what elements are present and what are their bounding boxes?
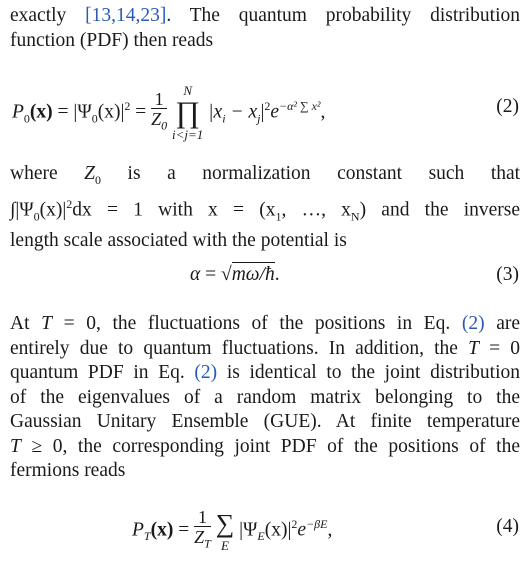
eq2-abs: = |Ψ: [57, 101, 92, 123]
math-t: T: [468, 337, 479, 359]
equation-ref-link[interactable]: (2): [461, 313, 485, 334]
paragraph-3-line-4: of the eigenvalues of a random matrix belonging to the: [10, 386, 520, 408]
math-t: T: [10, 435, 21, 457]
text-run: entirely due to quantum fluctuations. In addition, the: [10, 337, 469, 359]
eq2-term-pow: 2: [264, 98, 271, 113]
equation-ref-link[interactable]: (2): [194, 362, 218, 383]
paragraph-3-line-7: fermions reads: [10, 460, 126, 481]
text-run: are: [484, 313, 520, 334]
eq4-equals: =: [173, 519, 195, 541]
eq4-comma: ,: [327, 519, 333, 541]
eq2-exp: e: [270, 101, 280, 123]
word: constant: [337, 163, 403, 184]
paragraph-3-line-5: Gaussian Unitary Ensemble (GUE). At finite temperature: [10, 411, 520, 432]
eq2-abs-rest: (x)|: [97, 101, 125, 123]
eq4-frac-den: [194, 527, 211, 554]
math-pow: 2: [66, 197, 73, 212]
eq2-frac-den: [151, 109, 167, 136]
eq2-term-sub-i: i: [222, 111, 226, 126]
eq2-product: [172, 84, 203, 142]
eq3-lhs: α: [190, 264, 201, 285]
eq2-prod-op: ∏: [175, 96, 200, 129]
text-run: . The quantum probability distribution: [166, 5, 520, 26]
equation-3-body: [190, 264, 280, 286]
text-run: is identical to the joint distribution: [217, 362, 520, 383]
math-text: (x)|: [39, 199, 67, 221]
eq2-frac-den-sub: 0: [161, 118, 168, 133]
paragraph-2-line-1: [10, 162, 520, 192]
equation-4-body: [132, 508, 332, 554]
math-t: T: [41, 313, 52, 334]
math-z-sub: 0: [95, 172, 102, 187]
eq2-fraction: [151, 90, 167, 136]
eq3-period: .: [274, 264, 280, 285]
eq4-sum: [216, 509, 235, 553]
eq4-arg: (x): [150, 519, 174, 541]
text-run: = 0, the fluctuations of the positions in Eq.: [51, 313, 462, 334]
math-sub: 1: [275, 209, 282, 224]
paragraph-1: [10, 4, 520, 53]
eq2-prod-sup: N: [183, 83, 192, 98]
eq2-comma: ,: [320, 101, 326, 123]
eq2-term-sub-j: j: [257, 111, 261, 126]
eq3-equals: =: [200, 264, 221, 285]
equation-2: [0, 80, 531, 142]
eq2-frac-num: 1: [151, 90, 167, 109]
eq2-exp-pow: −α² ∑ x²: [279, 98, 321, 113]
paragraph-3-line-3: [10, 361, 520, 386]
eq3-rhs: mω/ħ: [231, 264, 275, 285]
equation-2-body: [12, 84, 325, 142]
word: a: [167, 163, 176, 184]
eq4-frac-den-sub: T: [204, 536, 211, 551]
word: where: [10, 163, 58, 184]
word: normalization: [202, 163, 311, 184]
eq2-term: |x: [208, 101, 223, 123]
eq4-term-pow: 2: [291, 516, 298, 531]
eq4-frac-den-letter: Z: [194, 527, 205, 547]
eq4-exp: e: [297, 519, 307, 541]
eq2-frac-den-letter: Z: [151, 109, 162, 130]
equation-3: [0, 256, 531, 296]
equation-4-number: (4): [496, 516, 519, 537]
text-run: At: [10, 313, 42, 334]
eq2-lhs: P: [12, 101, 24, 123]
word: that: [490, 163, 521, 184]
math-integral: ∫|Ψ: [10, 199, 34, 221]
text-run: exactly: [10, 5, 86, 26]
eq2-arg: (x): [29, 101, 53, 123]
eq4-term-sub: E: [257, 529, 265, 544]
paragraph-3-line-1: [10, 312, 520, 337]
equation-4: [0, 502, 531, 566]
paragraph-2: [10, 162, 520, 254]
eq4-exp-pow: −βE: [306, 516, 328, 531]
eq2-abs-pow: 2: [124, 98, 131, 113]
eq4-term-rest: (x)|: [264, 519, 292, 541]
math-z: Z: [84, 163, 96, 184]
text-run: ≥ 0, the corresponding joint PDF of the positions of the: [20, 435, 520, 457]
eq4-fraction: [194, 508, 211, 554]
eq4-sum-op: ∑: [215, 508, 235, 538]
text-run: = 0: [478, 337, 520, 359]
word: such: [428, 163, 465, 184]
eq2-lhs-sub: 0: [23, 111, 30, 126]
eq2-term-bar: |: [260, 101, 265, 123]
eq2-equals: =: [130, 101, 147, 123]
text-run: quantum PDF in Eq.: [10, 362, 195, 383]
eq4-lhs: P: [132, 519, 144, 541]
sqrt-icon: √: [221, 264, 232, 285]
equation-2-number: (2): [496, 96, 519, 117]
paragraph-2-line-3: length scale associated with the potential is: [10, 230, 347, 252]
eq4-term: |Ψ: [239, 519, 258, 541]
paragraph-1-line-2: function (PDF) then reads: [10, 29, 214, 51]
math-sub: 0: [33, 209, 40, 224]
eq4-frac-num: 1: [194, 508, 211, 527]
paragraph-1-line-1: [10, 4, 520, 29]
citation-link[interactable]: [13,14,23]: [85, 5, 167, 26]
paragraph-2-line-2: [10, 192, 520, 229]
equation-3-number: (3): [496, 264, 519, 285]
eq2-abs-sub: 0: [91, 111, 98, 126]
math-text: dx = 1 with x = (x: [72, 199, 276, 221]
math-sub: N: [350, 209, 360, 224]
paragraph-3: [10, 312, 520, 484]
math-text: , …, x: [281, 199, 351, 221]
eq2-term-minus: − x: [225, 101, 258, 123]
eq2-prod-sub: i<j=1: [172, 127, 204, 142]
eq4-lhs-sub: T: [143, 529, 151, 544]
paragraph-3-line-6: [10, 435, 520, 460]
paragraph-3-line-2: [10, 337, 520, 362]
math-text: ) and the inverse: [359, 199, 521, 221]
word: is: [127, 163, 141, 184]
eq4-sum-sub: E: [220, 537, 229, 553]
